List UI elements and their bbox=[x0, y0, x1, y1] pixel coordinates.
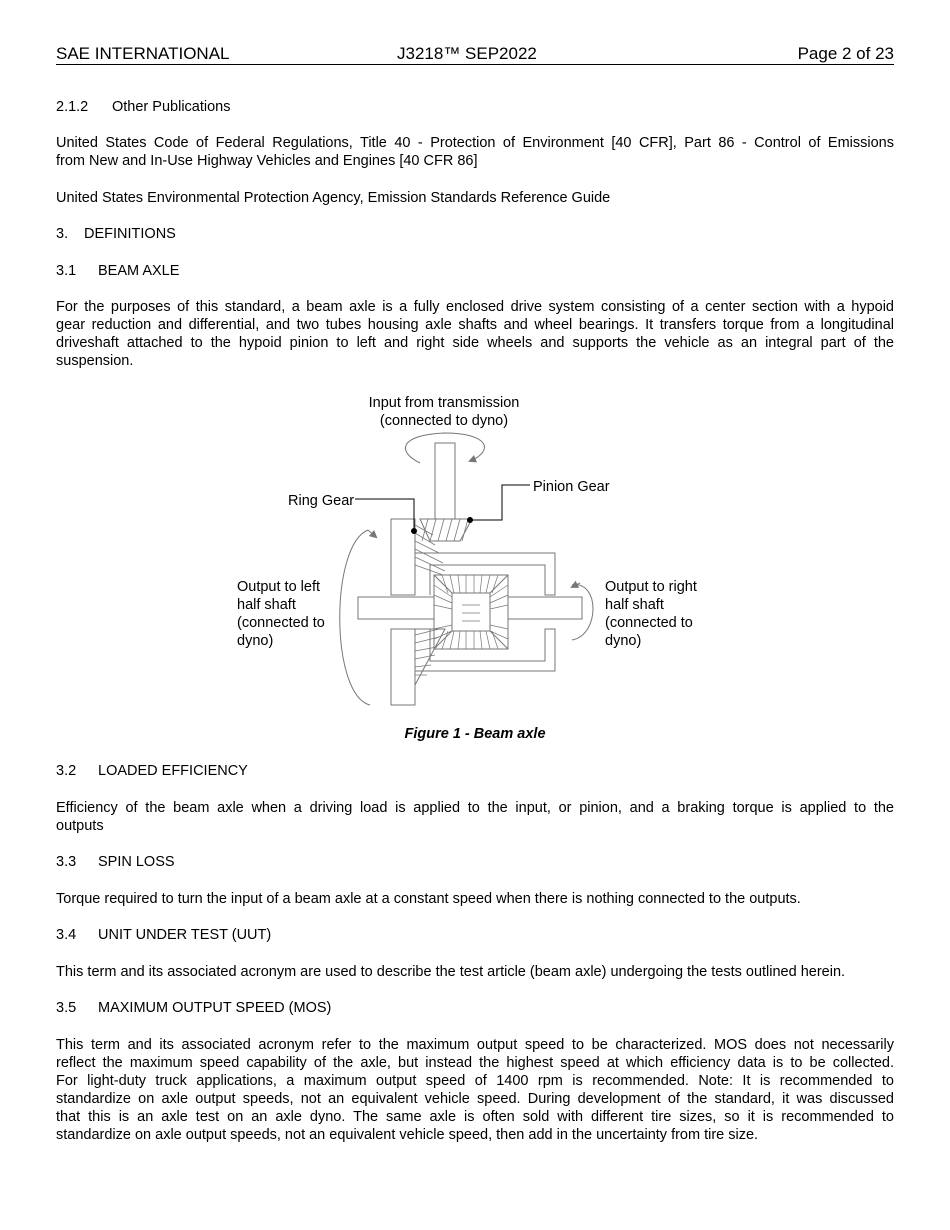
section-3-5-heading: 3.5 MAXIMUM OUTPUT SPEED (MOS) bbox=[56, 1000, 332, 1016]
cfr-reference: United States Code of Federal Regulations, Title 40 - Protection of Environment [40 CFR], Part 86 - Control of Emissions from New and In-Use Highway Vehicles and Engines [40 CFR 86] bbox=[56, 135, 894, 169]
section-3-3-body: Torque required to turn the input of a beam axle at a constant speed when there is nothing connected to the outputs. bbox=[56, 891, 801, 907]
axle-drawing bbox=[340, 433, 593, 705]
right-output-label-1: Output to right bbox=[605, 579, 697, 595]
right-output-label-2: half shaft bbox=[605, 597, 664, 613]
left-output-label-3: (connected to bbox=[237, 615, 325, 631]
section-3-5-body: This term and its associated acronym refer to the maximum output speed to be characterized. MOS does not necessarily reflect the maximum speed capability of the axle, but instead the highest speed at which efficiency data is to be collected. For light-duty truck applications, a maximum output speed of 1400 rpm is recommended. Note: It is recommended to standardize on axle output speeds, not an equivalent vehicle speed. During development of the standard, it was discussed that this is an axle test on an axle dyno. The same axle is often sold with different tire sizes, so it is recommended to standardize on axle output speeds, not an equivalent vehicle speed, then add in the uncertainty from tire size. bbox=[56, 1037, 894, 1143]
ring-gear-label: Ring Gear bbox=[288, 493, 355, 509]
input-label-line2: (connected to dyno) bbox=[379, 413, 509, 429]
pinion-gear-label: Pinion Gear bbox=[533, 479, 610, 495]
epa-reference: United States Environmental Protection Agency, Emission Standards Reference Guide bbox=[56, 190, 611, 206]
section-3-1-body: For the purposes of this standard, a beam axle is a fully enclosed drive system consisting of a center section with a hypoid gear reduction and differential, and two tubes housing axle shafts and wheel bearings. It transfers torque from a longitudinal driveshaft attached to the hypoid pinion to left and right side wheels and supports the vehicle as an integral part of the suspension. bbox=[56, 299, 894, 369]
section-3-2-body: Efficiency of the beam axle when a driving load is applied to the input, or pinion, and a braking torque is applied to the outputs bbox=[56, 800, 894, 834]
input-label-line1: Input from transmission bbox=[368, 395, 520, 411]
right-output-label-3: (connected to bbox=[605, 615, 693, 631]
section-3-1-heading: 3.1 BEAM AXLE bbox=[56, 263, 180, 279]
right-output-label-4: dyno) bbox=[605, 633, 642, 649]
section-3-4-heading: 3.4 UNIT UNDER TEST (UUT) bbox=[56, 927, 272, 943]
section-2-1-2-heading: 2.1.2 Other Publications bbox=[56, 99, 231, 115]
header-org: SAE INTERNATIONAL bbox=[56, 44, 230, 63]
section-3-2-heading: 3.2 LOADED EFFICIENCY bbox=[56, 763, 248, 779]
figure-caption: Figure 1 - Beam axle bbox=[404, 726, 546, 742]
section-3-4-body: This term and its associated acronym are used to describe the test article (beam axle) undergoing the tests outlined herein. bbox=[56, 964, 846, 980]
left-output-label-4: dyno) bbox=[237, 633, 274, 649]
page-header bbox=[56, 44, 894, 65]
beam-axle-figure bbox=[0, 385, 950, 715]
leader-lines bbox=[355, 485, 530, 534]
left-output-label-1: Output to left bbox=[237, 579, 321, 595]
section-3-3-heading: 3.3 SPIN LOSS bbox=[56, 854, 175, 870]
left-output-label-2: half shaft bbox=[237, 597, 296, 613]
header-page-number: Page 2 of 23 bbox=[797, 44, 894, 63]
header-doc-id: J3218™ SEP2022 bbox=[397, 44, 537, 63]
section-3-heading: 3. DEFINITIONS bbox=[56, 226, 176, 242]
